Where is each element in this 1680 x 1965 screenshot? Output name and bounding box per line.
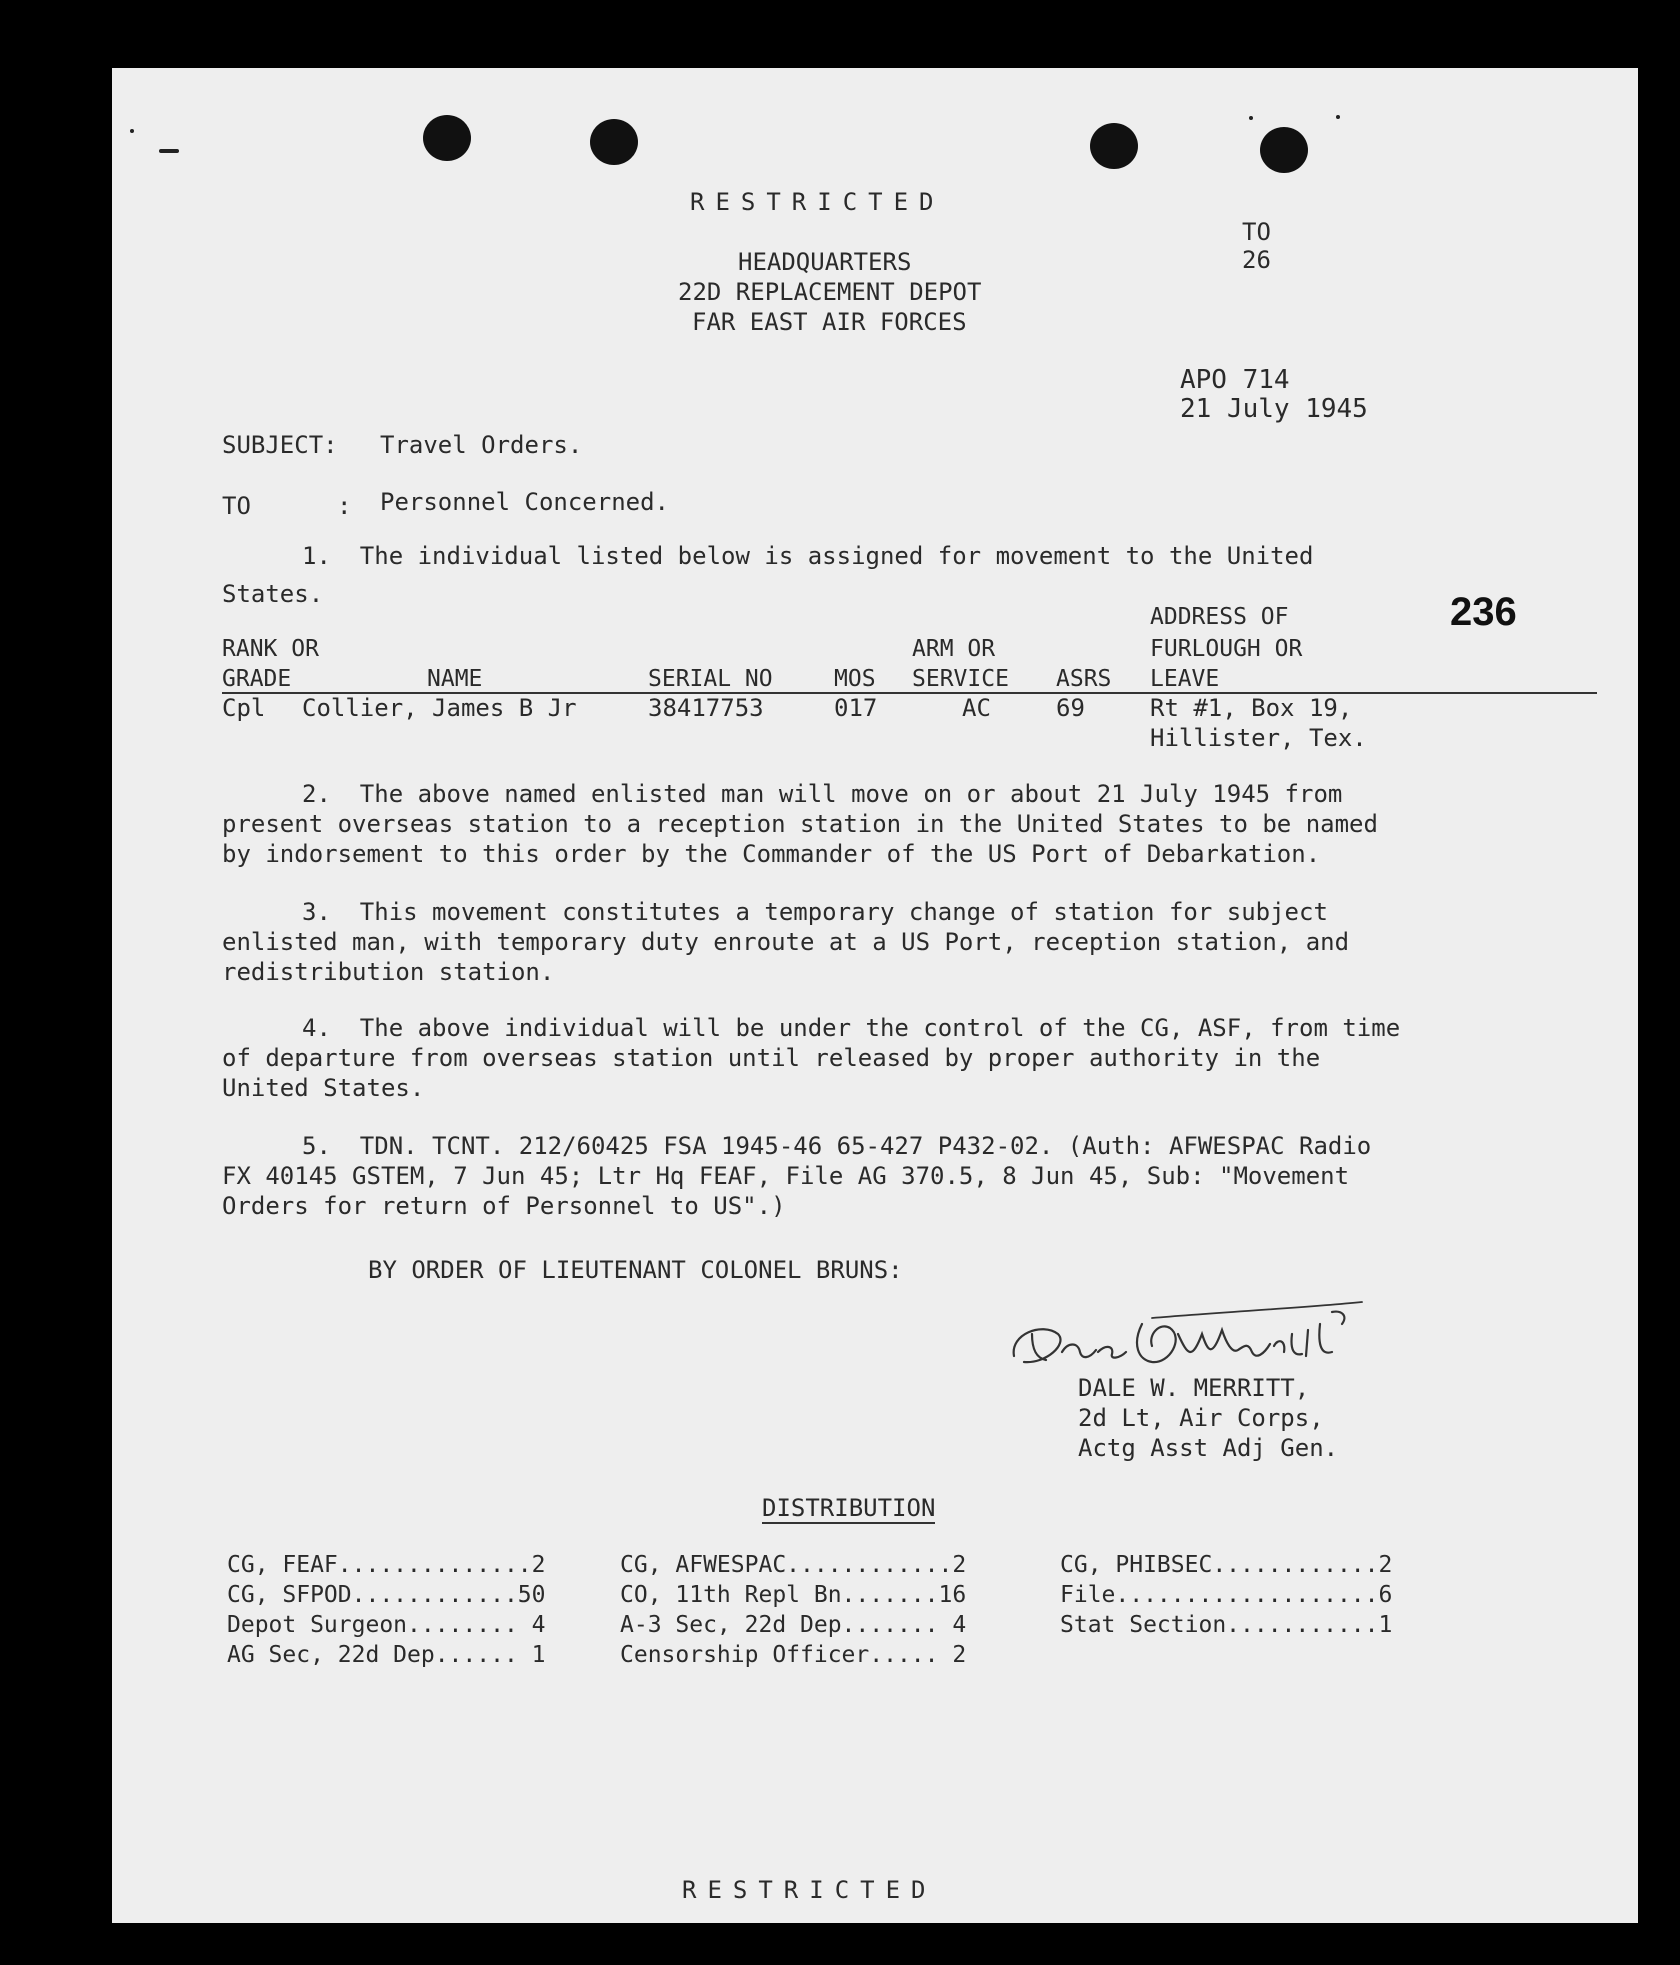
speck [1249,116,1253,120]
col-arm-2: SERVICE [912,666,1009,692]
row-name: Collier, James B Jr [302,694,577,722]
subject-value: Travel Orders. [380,431,583,459]
signer-rank: 2d Lt, Air Corps, [1078,1404,1324,1432]
col-asrs: ASRS [1056,666,1112,692]
hq-line-1: HEADQUARTERS [738,248,912,276]
to-number: 26 [1242,246,1271,274]
row-asrs: 69 [1056,694,1085,722]
row-arm: AC [962,694,991,722]
dist-col2-item: Censorship Officer..... 2 [620,1642,967,1668]
stamp-number: 236 [1450,590,1517,634]
para1-line2: States. [222,580,324,608]
to-label: TO [1242,218,1271,246]
subject-label: SUBJECT: [222,431,338,459]
para5-line2: FX 40145 GSTEM, 7 Jun 45; Ltr Hq FEAF, File AG 370.5, 8 Jun 45, Sub: "Movement [222,1162,1350,1190]
row-address-1: Rt #1, Box 19, [1150,694,1353,722]
classification-bottom: RESTRICTED [682,1876,937,1904]
row-address-2: Hillister, Tex. [1150,724,1367,752]
para4-line2: of departure from overseas station until released by proper authority in the [222,1044,1321,1072]
punch-hole [1260,127,1308,173]
para1-line1: 1. The individual listed below is assigned for movement to the United [302,542,1314,570]
para2-line2: present overseas station to a reception station in the United States to be named [222,810,1378,838]
signer-title: Actg Asst Adj Gen. [1078,1434,1339,1462]
para5-line3: Orders for return of Personnel to US".) [222,1192,786,1220]
dist-col1-item: Depot Surgeon........ 4 [227,1612,546,1638]
speck [159,149,179,153]
document-page [112,68,1638,1923]
punch-hole [423,115,471,161]
col-name: NAME [427,666,483,692]
row-mos: 017 [834,694,878,722]
speck [1336,115,1340,119]
col-arm-1: ARM OR [912,636,996,662]
row-serial: 38417753 [648,694,764,722]
signer-name: DALE W. MERRITT, [1078,1374,1310,1402]
dist-col1-item: CG, SFPOD............50 [227,1582,546,1608]
para4-line3: United States. [222,1074,425,1102]
para3-line1: 3. This movement constitutes a temporary change of station for subject [302,898,1328,926]
col-rank-1: RANK OR [222,636,319,662]
dist-col2-item: CG, AFWESPAC............2 [620,1552,967,1578]
punch-hole [1090,123,1138,169]
para4-line1: 4. The above individual will be under the control of the CG, ASF, from time [302,1014,1401,1042]
classification-top: RESTRICTED [690,188,945,216]
para5-line1: 5. TDN. TCNT. 212/60425 FSA 1945-46 65-427 P432-02. (Auth: AFWESPAC Radio [302,1132,1372,1160]
handwritten-signature [1002,1294,1422,1384]
by-order-line: BY ORDER OF LIEUTENANT COLONEL BRUNS: [368,1256,903,1284]
para3-line3: redistribution station. [222,958,555,986]
to-line-label: TO [222,492,251,520]
col-address-1: ADDRESS OF [1150,604,1289,630]
para3-line2: enlisted man, with temporary duty enroute at a US Port, reception station, and [222,928,1350,956]
hq-line-3: FAR EAST AIR FORCES [692,308,967,336]
dist-col3-item: File...................6 [1060,1582,1393,1608]
para2-line1: 2. The above named enlisted man will move on or about 21 July 1945 from [302,780,1343,808]
dist-col3-item: Stat Section...........1 [1060,1612,1393,1638]
col-serial: SERIAL NO [648,666,773,692]
row-rank: Cpl [222,694,266,722]
to-line-colon: : [337,492,352,520]
col-mos: MOS [834,666,876,692]
dist-col3-item: CG, PHIBSEC............2 [1060,1552,1393,1578]
col-address-2: FURLOUGH OR [1150,636,1303,662]
dist-col2-item: A-3 Sec, 22d Dep....... 4 [620,1612,967,1638]
to-line-value: Personnel Concerned. [380,488,669,516]
dist-col2-item: CO, 11th Repl Bn.......16 [620,1582,967,1608]
distribution-heading: DISTRIBUTION [762,1494,936,1522]
para2-line3: by indorsement to this order by the Commander of the US Port of Debarkation. [222,840,1321,868]
col-address-3: LEAVE [1150,666,1220,692]
document-date: 21 July 1945 [1180,394,1368,424]
hq-line-2: 22D REPLACEMENT DEPOT [678,278,982,306]
punch-hole [590,119,638,165]
col-rank-2: GRADE [222,666,292,692]
dist-col1-item: CG, FEAF..............2 [227,1552,546,1578]
dist-col1-item: AG Sec, 22d Dep...... 1 [227,1642,546,1668]
apo-number: APO 714 [1180,365,1290,395]
speck [130,129,134,133]
